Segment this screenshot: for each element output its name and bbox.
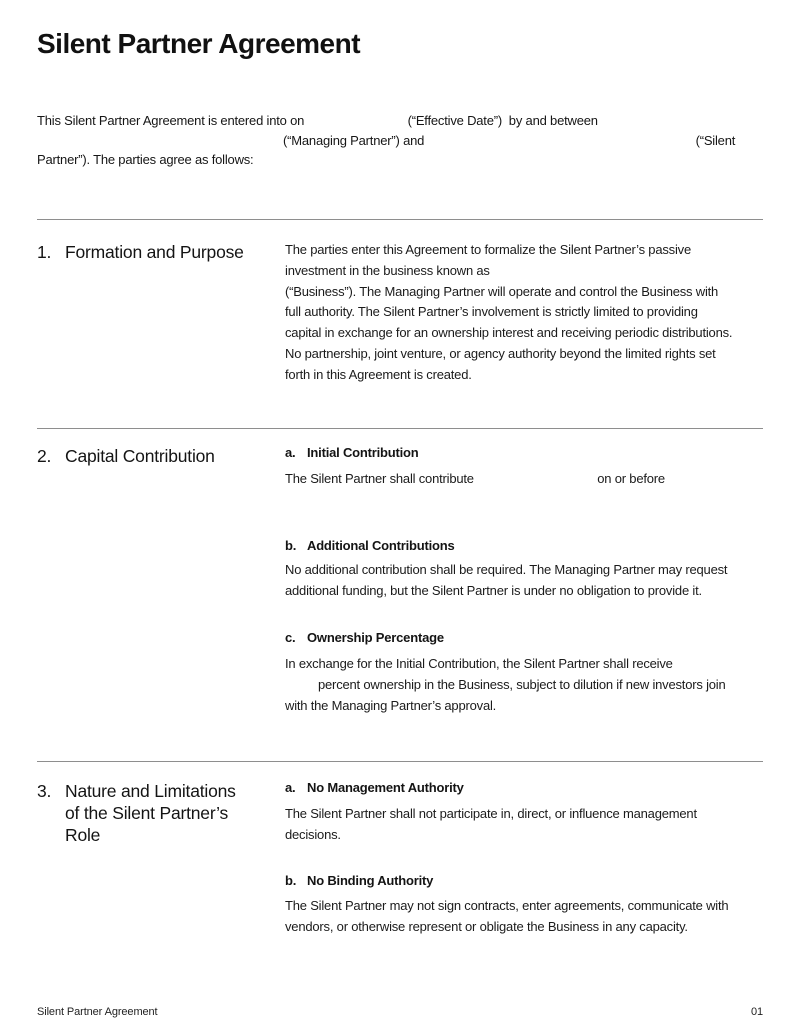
section-title (65, 445, 285, 467)
section-heading (37, 241, 285, 263)
subsection-heading (285, 538, 455, 554)
text-line (285, 696, 775, 717)
section-divider (37, 428, 763, 429)
page-footer (37, 1006, 763, 1018)
text-line (285, 560, 775, 581)
subsection-heading (285, 445, 419, 461)
text-line (285, 323, 775, 344)
text-segment: The Silent Partner shall contribute (285, 471, 478, 486)
text-line (285, 344, 775, 365)
subsection-label: b. (285, 538, 297, 553)
subsection-label: a. (285, 780, 296, 795)
text-segment: (“Silent (695, 132, 736, 148)
text-segment: The Silent Partner may not sign contracts, enter agreements, communicate with (285, 898, 729, 913)
subsection-label: c. (285, 630, 296, 645)
subsection-title: No Management Authority (307, 780, 464, 795)
text-segment: The Silent Partner shall not participate in, direct, or influence management (285, 806, 697, 821)
subsection-heading (285, 873, 433, 889)
text-line (285, 469, 775, 490)
text-segment: Partner”). The parties agree as follows: (37, 152, 254, 168)
section-divider (37, 219, 763, 220)
fill-in-blank (428, 143, 696, 145)
section-title-line: Formation and Purpose (65, 242, 244, 262)
subsection-title: Initial Contribution (307, 445, 419, 460)
text-segment: (“Managing Partner”) and (283, 132, 428, 148)
section-body (285, 240, 775, 386)
subsection-label: a. (285, 445, 296, 460)
fill-in-blank (37, 143, 283, 145)
text-line (285, 365, 775, 386)
text-segment: percent ownership in the Business, subject to dilution if new investors join (318, 676, 726, 692)
text-line (285, 654, 775, 675)
footer-page-number: 01 (750, 1006, 763, 1018)
section-title-line: Nature and Limitations (65, 781, 236, 801)
intro-paragraph (37, 111, 735, 170)
text-segment: The parties enter this Agreement to formalize the Silent Partner’s passive (285, 242, 691, 257)
section-body (285, 654, 775, 716)
text-segment: vendors, or otherwise represent or obligate the Business in any capacity. (285, 918, 688, 934)
text-segment: (“Effective Date”) by and between (407, 113, 598, 128)
section-body (285, 469, 775, 490)
text-line (285, 240, 775, 261)
section-title-line: Role (65, 825, 101, 845)
fill-in-blank (477, 481, 597, 483)
document-title: Silent Partner Agreement (37, 28, 361, 59)
section-number: 2. (37, 446, 52, 466)
text-line (285, 261, 775, 282)
text-line (37, 150, 735, 170)
text-line (285, 896, 775, 917)
text-segment: full authority. The Silent Partner’s involvement is strictly limited to providing (285, 304, 698, 320)
subsection-title: Ownership Percentage (307, 630, 444, 645)
section-title (65, 241, 285, 263)
section-title (65, 780, 285, 846)
section-body (285, 560, 775, 602)
text-segment: No additional contribution shall be required. The Managing Partner may request (285, 562, 728, 577)
fill-in-blank (308, 123, 408, 125)
text-line (285, 282, 775, 303)
text-line (285, 581, 775, 602)
text-line (37, 131, 735, 151)
text-line (285, 302, 775, 323)
section-heading (37, 780, 285, 846)
text-segment: (“Business”). The Managing Partner will operate and control the Business with (285, 283, 719, 299)
text-line (285, 804, 775, 825)
section-number: 1. (37, 242, 52, 262)
text-line (285, 917, 775, 938)
subsection-title: Additional Contributions (307, 538, 455, 553)
section-number: 3. (37, 781, 52, 801)
section-title-line: Capital Contribution (65, 446, 215, 466)
footer-doc-title: Silent Partner Agreement (37, 1006, 158, 1018)
subsection-heading (285, 630, 444, 646)
text-line (37, 111, 735, 131)
text-segment: additional funding, but the Silent Partner is under no obligation to provide it. (285, 582, 702, 598)
section-body (285, 896, 775, 938)
fill-in-blank (285, 687, 318, 689)
text-line (285, 825, 775, 846)
subsection-title: No Binding Authority (307, 873, 434, 888)
text-segment: No partnership, joint venture, or agency authority beyond the limited rights set (285, 345, 716, 361)
text-segment: investment in the business known as (285, 262, 490, 278)
section-title-line: of the Silent Partner’s (65, 803, 229, 823)
text-segment: decisions. (285, 826, 341, 842)
section-body (285, 804, 775, 846)
text-segment: In exchange for the Initial Contribution, the Silent Partner shall receive (285, 656, 673, 671)
text-segment: capital in exchange for an ownership interest and receiving periodic distributions. (285, 325, 733, 341)
text-segment: forth in this Agreement is created. (285, 366, 472, 382)
subsection-label: b. (285, 873, 297, 888)
text-segment: on or before (597, 471, 665, 486)
section-divider (37, 761, 763, 762)
subsection-heading (285, 780, 464, 796)
text-segment: This Silent Partner Agreement is entered into on (37, 113, 308, 128)
text-line (285, 675, 775, 696)
section-heading (37, 445, 285, 467)
text-segment: with the Managing Partner’s approval. (285, 697, 497, 713)
